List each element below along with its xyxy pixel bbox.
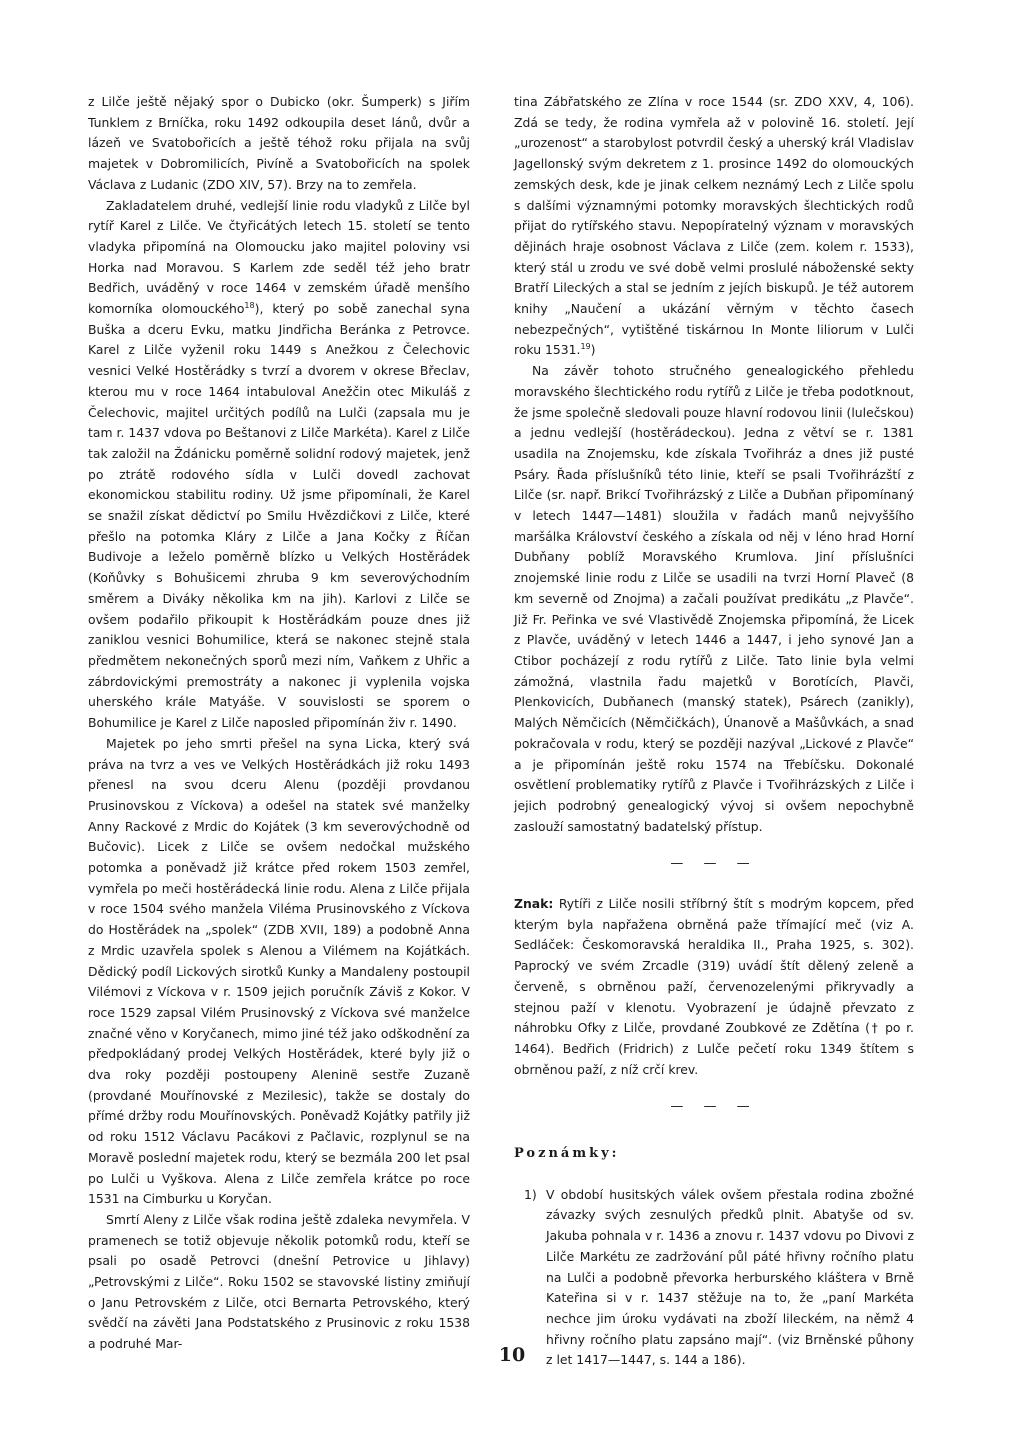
paragraph: Na závěr tohoto stručného genealogického přehledu moravského šlechtického rodu rytířů z Lilče je třeba podotknout, že jsme společně sledovali pouze hlavní rodovou linii (lulečskou) a jednu vedlejší (hostěrádeckou). Jedna z větví se r. 1381 usadila na Znojemsku, kde získala Tvořihráz a dnes již pusté Psáry. Řada příslušníků této linie, kteří se psali Tvořihrázští z Lilče (sr. např. Brikcí Tvořihrázský z Lilče a Dubňan připomínaný v letech 1447—1481) sloužila v řadách manů nejvyššího maršálka Království českého a získala od něj v léno hrad Horní Dubňany poblíž Moravského Krumlova. Jiní příslušníci znojemské linie rodu z Lilče se usadili na tvrzi Horní Plaveč (8 km severně od Znojma) a začali používat predikátu „z Plavče“. Již Fr. Peřinka ve své Vlastivědě Znojemska připomíná, že Licek z Plavče, uváděný v letech 1446 a 1447, i jeho synové Jan a Ctibor pocházejí z rodu rytířů z Lilče. Tato linie byla velmi zámožná, vlastnila řadu majetků v Borotících, Plavči, Plenkovicích, Dubňanech (manský statek), Psárech (zanikly), Malých Němčicích (Němčičkách), Únanově a Mašůvkách, a snad pokračovala v rodu, který se později nazýval „Lickové z Plavče“ a je připomínán ještě roku 1574 na Třebíčsku. Dokonalé osvětlení problematiky rytířů z Plavče i Tvořihrázských z Lilče i jejich podrobný genealogický vývoj si ovšem nepochybně zaslouží samostatný badatelský přístup. [514,363,914,834]
paragraph [514,92,914,361]
paragraph: z Lilče ještě nějaký spor o Dubicko (okr. Šumperk) s Jiřím Tunklem z Brníčka, roku 1492 odkoupila deset lánů, dvůr a lázeň ve Svatobořicích a ještě téhož roku přijala na svůj majetek v Dobromilicích, Pivíně a Svatobořicích na spolek Václava z Ludanic (ZDO XIV, 57). Brzy na to zemřela. [88,94,470,192]
paragraph [88,196,470,734]
paragraph-text: Zakladatelem druhé, vedlejší linie rodu vladyků z Lilče byl rytíř Karel z Lilče. Ve čtyřicátých letech 15. století se tento vladyka připomíná na Olomoucku jako majitel poloviny vsi Horka nad Moravou. S Karlem zde seděl též jeho bratr Bedřich, uváděný v roce 1464 v zemském úřadě menšího komorníka olomouckého [88,197,470,317]
left-text-column [88,92,470,1355]
right-text-column [514,92,914,1371]
coat-of-arms-label: Znak: [514,896,554,912]
footnote-marker: 1) [524,1186,537,1202]
coat-of-arms-text: Rytíři z Lilče nosili stříbrný štít s modrým kopcem, před kterým byla napřažena obrněná paže třímající meč (viz A. Sedláček: Českomoravská heraldika II., Praha 1925, s. 302). Paprocký ve svém Zrcadle (319) uvádí štít dělený zeleně a červeně, s obrněnou paží, červenozelenými přikryvadly a stejnou paží v klenotu. Vyobrazení je údajně převzato z náhrobku Ofky z Lilče, provdané Zoubkové ze Zdětína († po r. 1464). Bedřich (Fridrich) z Lulče pečetí roku 1349 štítem s obrněnou paží, z níž crčí krev. [514,896,914,1077]
section-separator: — — — [670,856,758,872]
paragraph: Smrtí Aleny z Lilče však rodina ještě zdaleka nevymřela. V pramenech se totiž objevuje několik potomků rodu, kteří se psali po osadě Petrovci (dnešní Petrovice u Jihlavy) „Petrovskými z Lilče“. Roku 1502 se stavovské listiny zmiňují o Janu Petrovském z Lilče, otci Bernarta Petrovského, který svědčí na závěti Jana Podstatského z Prusinovic z roku 1538 a podruhé Mar- [88,1211,470,1352]
paragraph: Majetek po jeho smrti přešel na syna Licka, který svá práva na tvrz a ves ve Velkých Hostěrádkách již roku 1493 přenesl na svou dceru Alenu (později provdanou Prusinovskou z Víckova) a odešel na statek své manželky Anny Rackové z Mrdic do Kojátek (3 km severovýchodně od Bučovic). Licek z Lilče se ovšem nedočkal mužského potomka a poněvadž již krátce před rokem 1503 zemřel, vymřela po meči hostěrádecká linie rodu. Alena z Lilče přijala v roce 1504 svého manžela Viléma Prusinovského z Víckova do Hostěrádek na „spolek“ (ZDB XVII, 189) a podobně Anna z Mrdic uzavřela spolek s Alenou a Vilémem na Kojátkách. Dědický podíl Lickových sirotků Kunky a Mandaleny postoupil Vilémovi z Víckova v r. 1509 jejich poručník Záviš z Kokor. V roce 1529 zapsal Vilém Prusinovský z Víckova své manželce značné věno v Koryčanech, mimo jiné též jako odškodnění za předpokládaný prodej Velkých Hostěrádek, které byly již o dva roky později postoupeny Aleninë sestře Zuzaně (provdané Mouřínovské z Mezilesic), takže se dostaly do přímé držby rodu Mouřínovských. Poněvadž Kojátky patřily již od roku 1512 Václavu Pacákovi z Pačlavic, rozplynul se na Moravě poslední majetek rodu, který se bezmála 200 let psal po Lulči u Vyškova. Alena z Lilče zemřela krátce po roce 1531 na Cimburku u Koryčan. [88,735,470,1207]
section-separator: — — — [670,1099,758,1115]
footnote-reference: 18 [244,301,255,311]
footnote-reference: 19 [580,342,591,352]
page-number: 10 [498,1344,526,1366]
paragraph-text: tina Zábřatského ze Zlína v roce 1544 (sr. ZDO XXV, 4, 106). Zdá se tedy, že rodina vymřela až v polovině 16. století. Její „urozenost“ a starobylost potvrdil český a uherský král Vladislav Jagellonský svým dekretem z 1. prosince 1492 do olomouckých zemských desk, kde je jinak celkem neznámý Lech z Lilče spolu s dalšími významnými potomky moravských šlechtických rodů přijat do rytířského stavu. Nepopíratelný význam v moravských dějinách hraje osobnost Václava z Lilče (zem. kolem r. 1533), který stál u zrodu ve své době velmi proslulé náboženské sekty Bratří Lileckých a stal se jedním z jejích biskupů. Je též autorem knihy „Naučení a ukázání věrným v těchto časech nebezpečných“, vytištěné tiskárnou In Monte liliorum v Lulči roku 1531. [514,94,914,358]
coat-of-arms-paragraph [514,894,914,1080]
footnote-text: V období husitských válek ovšem přestala rodina zbožné závazky svých zesnulých předků plnit. Abatyše od sv. Jakuba pohnala v r. 1436 a znovu r. 1437 vdovu po Divovi z Lilče Markétu ze zadržování půl páté hřivny ročního platu na Lulči a podobně převorka herburského kláštera v Brně Kateřina si v r. 1437 stěžuje na to, že „paní Markéta nechce jim úroku vydávati na zboží lileckém, na němž 4 hřivny ročního platu zapsáno mají“. (viz Brněnské půhony z let 1417—1447, s. 144 a 186). [546,1186,914,1368]
paragraph-text: ) [590,342,596,358]
notes-heading: Poznámky: [514,1146,620,1162]
paragraph-text: ), který po sobě zanechal syna Buška a dceru Evku, matku Jindřicha Beránka z Petrovce. Karel z Lilče vyženil roku 1449 s Anežkou z Čelechovic vesnici Velké Hostěrádky s tvrzí a dvorem v okrese Břeclav, kterou mu v roce 1464 intabuloval Anežčin otec Mikuláš z Čelechovic, majitel určitých podílů na Lulči (zapsala mu je tam r. 1437 vdova po Beštanovi z Lilče Markéta). Karel z Lilče tak založil na Ždánicku poměrně solidní rodový majetek, jenž po ztrátě rodového sídla v Lulči dovedl zachovat ekonomickou stabilitu rodiny. Už jsme připomínali, že Karel se snažil získat dědictví po Smilu Hvězdičkovi z Lilče, které přešlo na potomka Kláry z Lilče a Jana Kočky z Říčan Budivoje a leželo poměrně blízko u Velkých Hostěrádek (Koňůvky s Bohušicemi zhruba 9 km severovýchodním směrem a Diváky několika km na jih). Karlovi z Lilče se ovšem podařilo přikoupit k Hostěrádkám pouze dnes již zaniklou vesnici Bohumilice, která se nakonec stejně stala předmětem nekonečných sporů mezi ním, Vaňkem z Uhřic a zábrdovickými premostráty a nakonec ji vyplenila vojska uherského krále Matyáše. V souvislosti se sporem o Bohumilice je Karel z Lilče naposled připomínán živ r. 1490. [88,301,471,731]
